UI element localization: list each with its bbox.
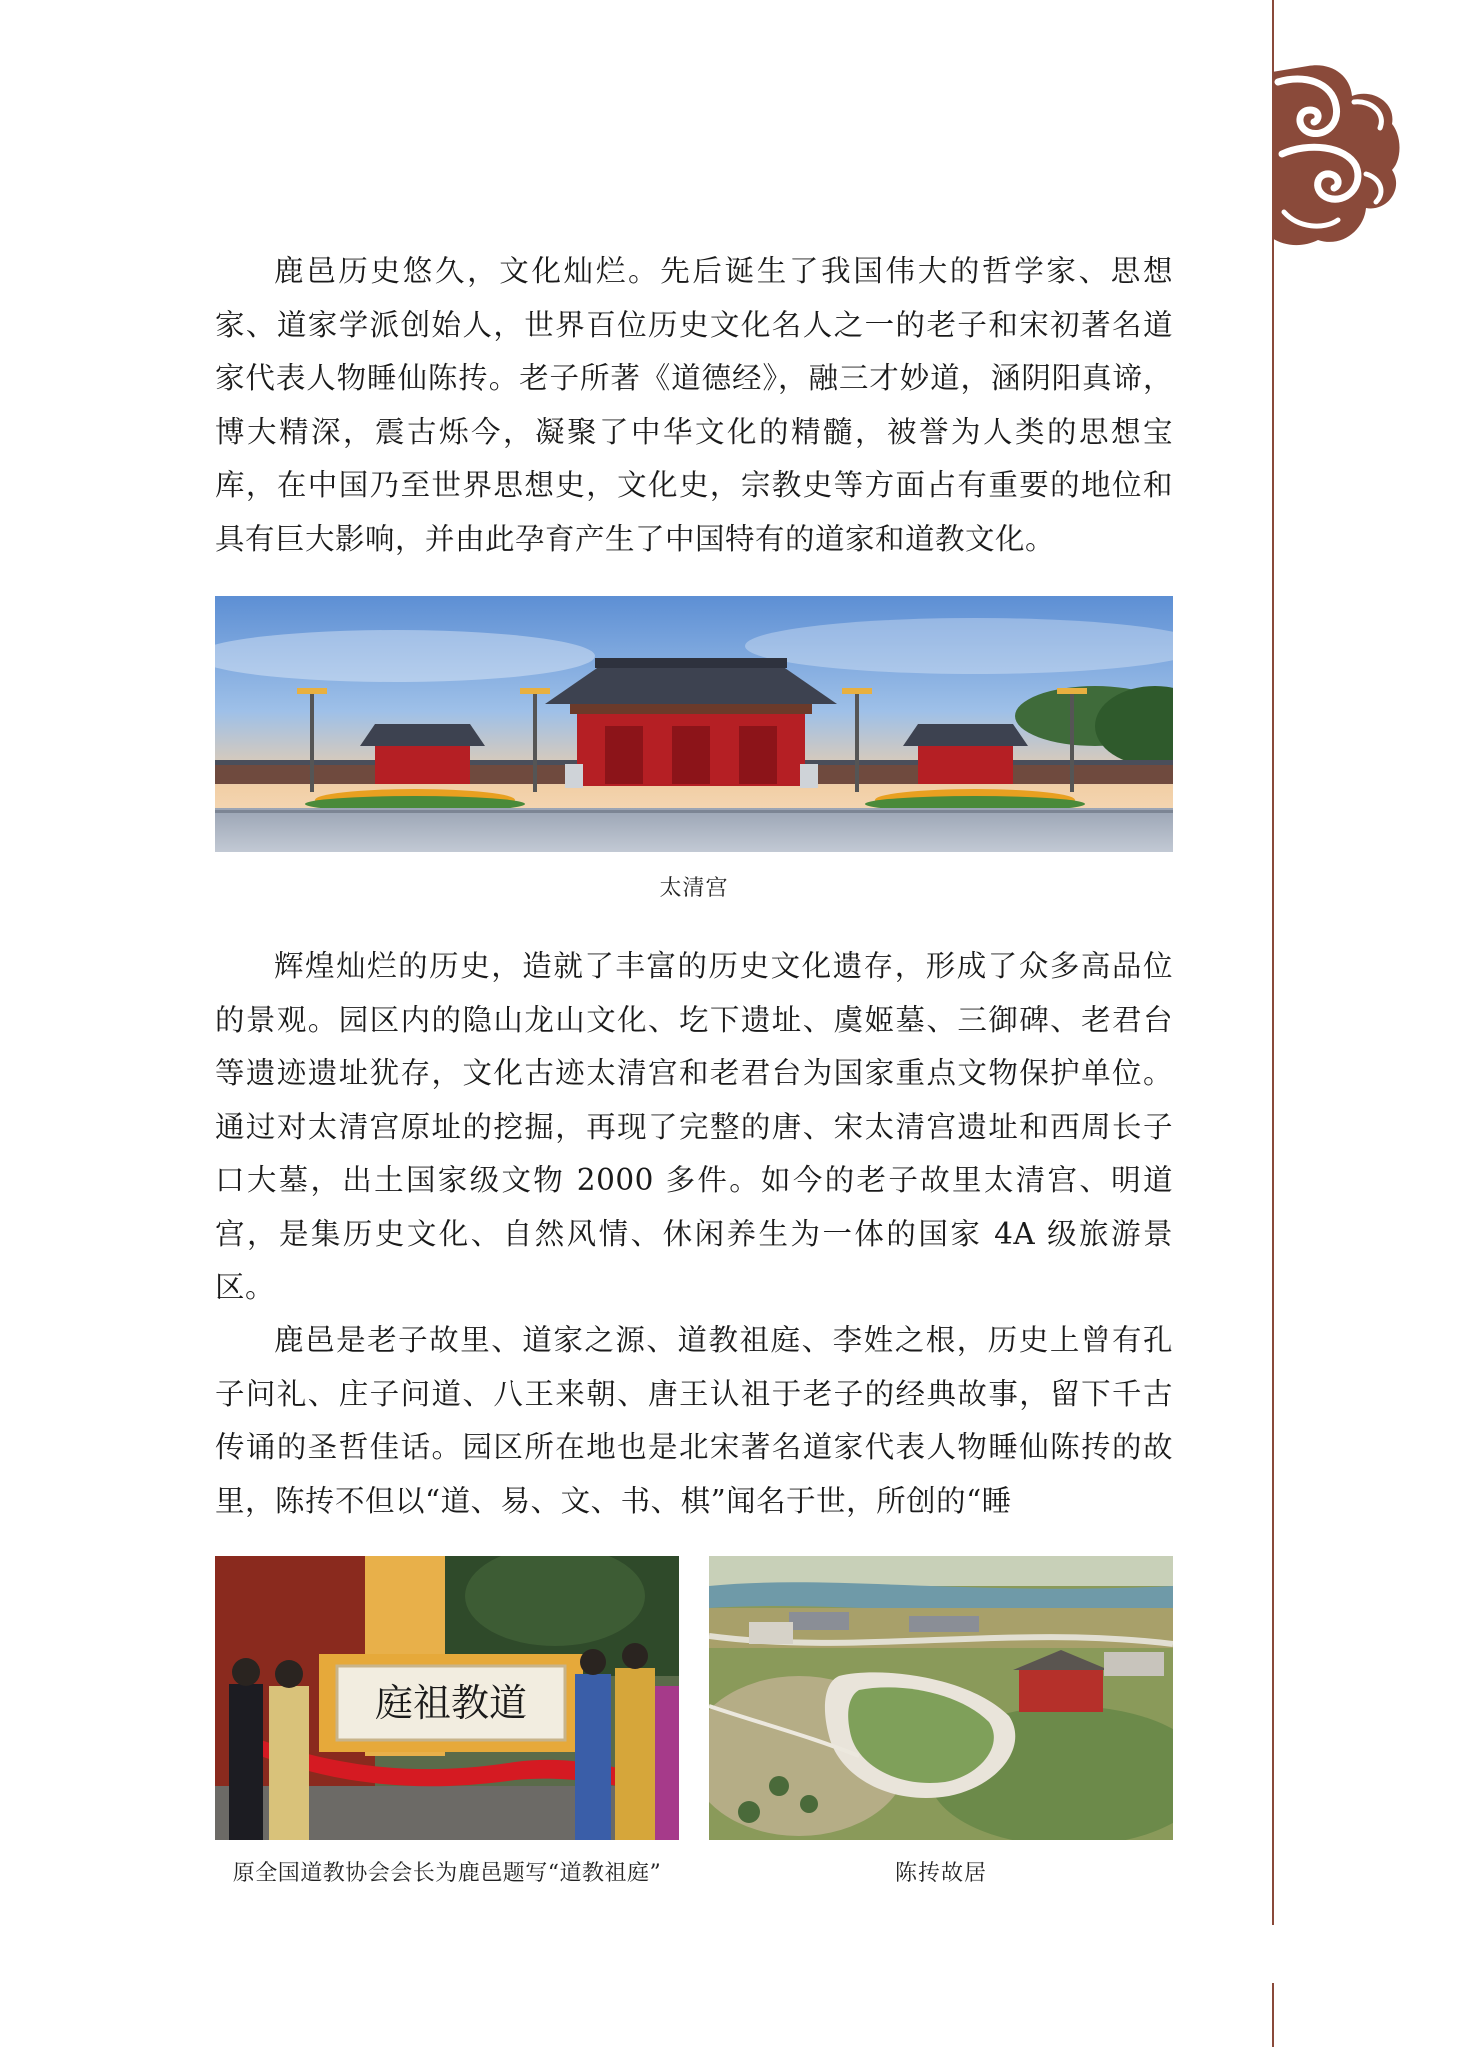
plaque-ceremony-photo [215,1556,679,1840]
taiqing-palace-photo [215,596,1173,852]
plaque-text: 庭祖教道 [374,1681,528,1725]
margin-rule-bottom [1272,1983,1274,2047]
residence-caption: 陈抟故居 [894,1861,987,1886]
intro-paragraph: 鹿邑历史悠久，文化灿烂。先后诞生了我国伟大的哲学家、思想家、道家学派创始人，世界百位历史文化名人之一的老子和宋初著名道家代表人物睡仙陈抟。老子所著《道德经》，融三才妙道，涵阴阳真谛，博大精深，震古烁今，凝聚了中华文化的精髓，被誉为人类的思想宝库，在中国乃至世界思想史，文化史，宗教史等方面占有重要的地位和具有巨大影响，并由此孕育产生了中国特有的道家和道教文化。 [215,254,1173,556]
ceremony-caption: 原全国道教协会会长为鹿邑题写“道教祖庭” [232,1861,662,1886]
heritage-paragraph: 辉煌灿烂的历史，造就了丰富的历史文化遗存，形成了众多高品位的景观。园区内的隐山龙山文化、圪下遗址、虞姬墓、三御碑、老君台等遗迹遗址犹存，文化古迹太清宫和老君台为国家重点文物保护单位。通过对太清宫原址的挖掘，再现了完整的唐、宋太清宫遗址和西周长子口大墓，出土国家级文物 2000 多件。如今的老子故里太清宫、明道宫，是集历史文化、自然风情、休闲养生为一体的国家 4A 级旅游景区。 [215,949,1173,1304]
margin-rule [1272,0,1274,1925]
cloud-ornament-icon [1268,62,1404,252]
chen-tuan-residence-photo [709,1556,1173,1840]
taiqing-caption: 太清宫 [659,876,729,901]
laozi-hometown-paragraph: 鹿邑是老子故里、道家之源、道教祖庭、李姓之根，历史上曾有孔子问礼、庄子问道、八王来朝、唐王认祖于老子的经典故事，留下千古传诵的圣哲佳话。园区所在地也是北宋著名道家代表人物睡仙陈抟的故里，陈抟不但以“道、易、文、书、棋”闻名于世，所创的“睡 [215,1323,1173,1518]
